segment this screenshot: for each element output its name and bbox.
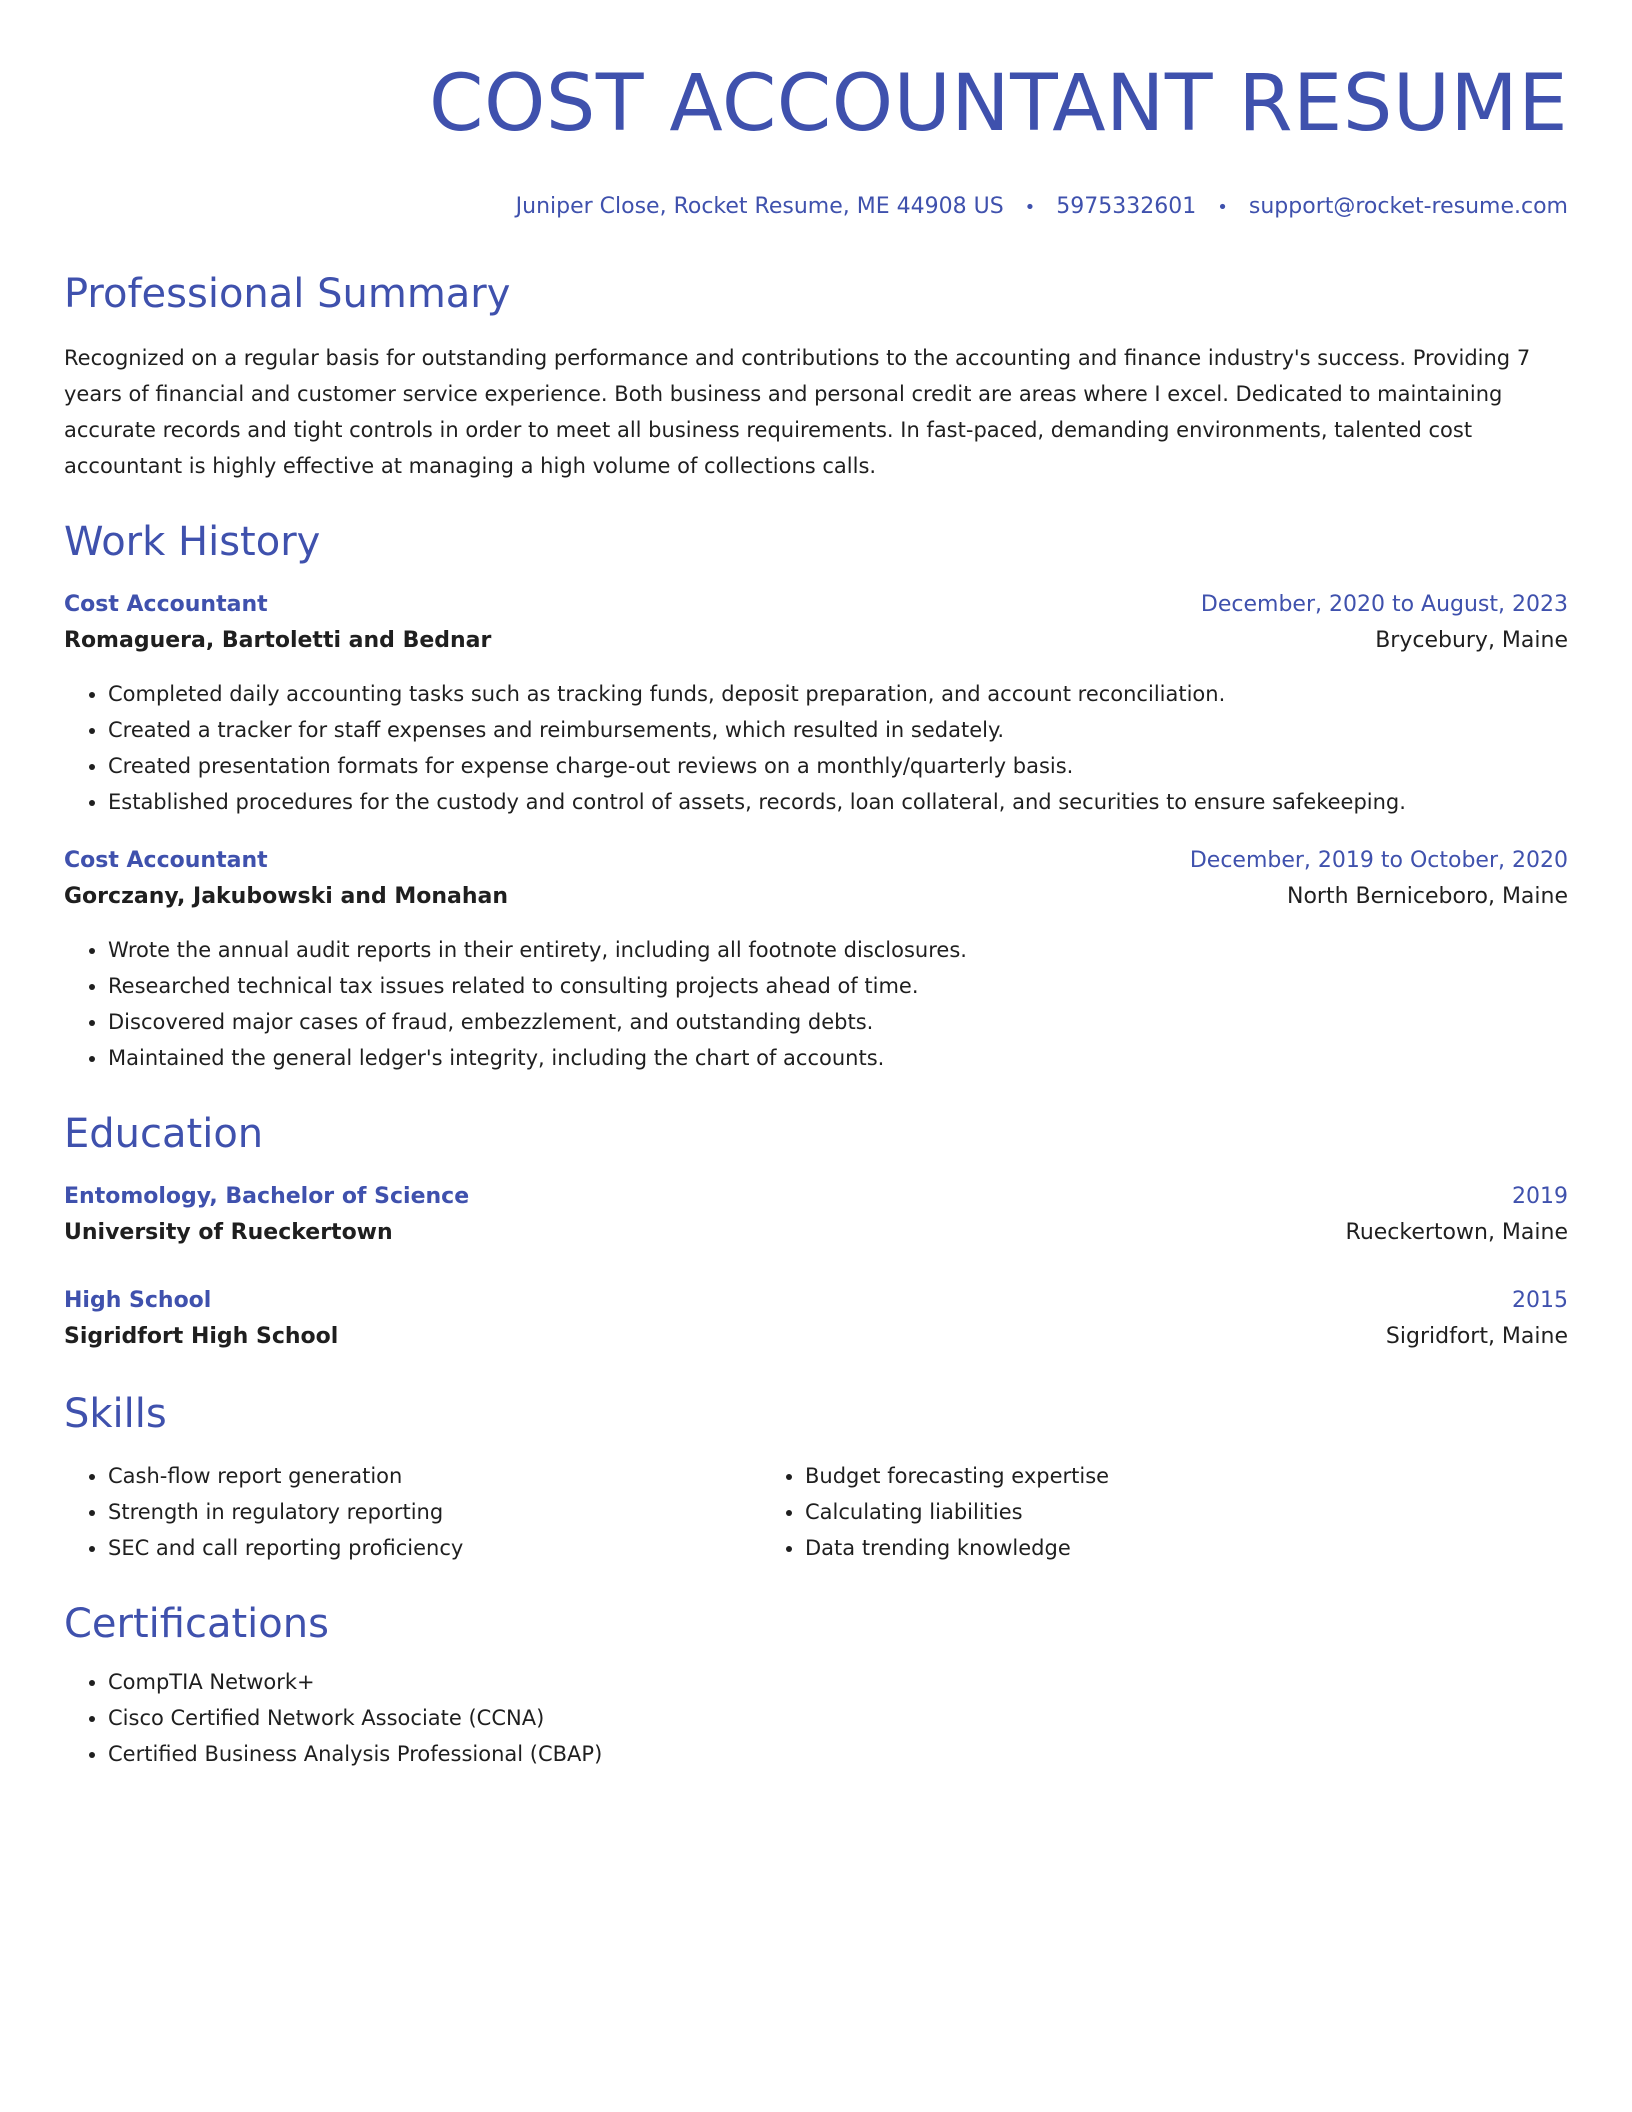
job-bullet: • Researched technical tax issues related to consulting projects ahead of time.	[108, 968, 1568, 1004]
contact-email: support@rocket-resume.com	[1248, 194, 1568, 219]
skill-item: • Calculating liabilities	[805, 1494, 1458, 1530]
education-heading: Education	[64, 1111, 264, 1157]
skill-item: • Budget forecasting expertise	[805, 1458, 1458, 1494]
education-entry	[64, 1180, 1568, 1252]
skill-item: • Data trending knowledge	[805, 1530, 1458, 1566]
summary-heading: Professional Summary	[64, 271, 511, 317]
education-school: University of Rueckertown	[64, 1220, 393, 1245]
certification-item: • CompTIA Network+	[108, 1664, 1568, 1700]
education-degree: High School	[64, 1288, 212, 1313]
certification-item: • Certified Business Analysis Professional (CBAP)	[108, 1736, 1568, 1772]
resume-title: COST ACCOUNTANT RESUME	[429, 59, 1568, 149]
skills-list-left	[64, 1458, 761, 1566]
summary-text: Recognized on a regular basis for outstanding performance and contributions to the accounting and finance industry's success. Providing 7 years of financial and customer service experience. Both business and personal credit are areas where I excel. Dedicated to maintaining accurate records and tight controls in order to meet all business requirements. In fast-paced, demanding environments, talented cost accountant is highly effective at managing a high volume of collections calls.	[64, 346, 1531, 478]
contact-separator: •	[1024, 197, 1036, 218]
job-dates: December, 2019 to October, 2020	[1189, 848, 1568, 873]
job-title: Cost Accountant	[64, 848, 268, 873]
certifications-list	[64, 1664, 1568, 1772]
job-title: Cost Accountant	[64, 592, 268, 617]
job-bullet: • Created presentation formats for expense charge-out reviews on a monthly/quarterly basis.	[108, 748, 1568, 784]
education-entry	[64, 1284, 1568, 1356]
skill-item: • Strength in regulatory reporting	[108, 1494, 761, 1530]
education-location: Sigridfort, Maine	[1385, 1324, 1568, 1349]
education-school: Sigridfort High School	[64, 1324, 339, 1349]
contact-separator: •	[1217, 197, 1228, 218]
job-entry	[64, 588, 1568, 820]
job-bullet: • Created a tracker for staff expenses and reimbursements, which resulted in sedately.	[108, 712, 1568, 748]
contact-phone: 5975332601	[1056, 194, 1197, 219]
job-bullet: • Maintained the general ledger's integrity, including the chart of accounts.	[108, 1040, 1568, 1076]
job-entry	[64, 844, 1568, 1076]
education-location: Rueckertown, Maine	[1345, 1220, 1568, 1245]
education-year: 2019	[1512, 1184, 1568, 1209]
skill-item: • SEC and call reporting proficiency	[108, 1530, 761, 1566]
job-company: Romaguera, Bartoletti and Bednar	[64, 628, 492, 653]
certifications-heading: Certifications	[64, 1601, 329, 1647]
skills-list-right	[761, 1458, 1458, 1566]
certification-item: • Cisco Certified Network Associate (CCNA)	[108, 1700, 1568, 1736]
skills-heading: Skills	[64, 1391, 167, 1437]
job-bullet: • Completed daily accounting tasks such as tracking funds, deposit preparation, and account reconciliation.	[108, 676, 1568, 712]
job-bullet: • Wrote the annual audit reports in their entirety, including all footnote disclosures.	[108, 932, 1568, 968]
job-bullets	[64, 676, 1568, 820]
contact-line	[64, 192, 1568, 223]
job-bullet: • Established procedures for the custody and control of assets, records, loan collateral, and securities to ensure safekeeping.	[108, 784, 1568, 820]
skill-item: • Cash-flow report generation	[108, 1458, 761, 1494]
job-company: Gorczany, Jakubowski and Monahan	[64, 884, 509, 909]
skills-columns	[64, 1458, 1568, 1566]
job-location: Brycebury, Maine	[1375, 628, 1568, 653]
job-dates: December, 2020 to August, 2023	[1200, 592, 1568, 617]
education-year: 2015	[1512, 1288, 1568, 1313]
job-location: North Berniceboro, Maine	[1287, 884, 1568, 909]
work-history-heading: Work History	[64, 519, 321, 565]
contact-address: Juniper Close, Rocket Resume, ME 44908 US	[515, 194, 1004, 219]
job-bullets	[64, 932, 1568, 1076]
job-bullet: • Discovered major cases of fraud, embezzlement, and outstanding debts.	[108, 1004, 1568, 1040]
education-degree: Entomology, Bachelor of Science	[64, 1184, 470, 1209]
